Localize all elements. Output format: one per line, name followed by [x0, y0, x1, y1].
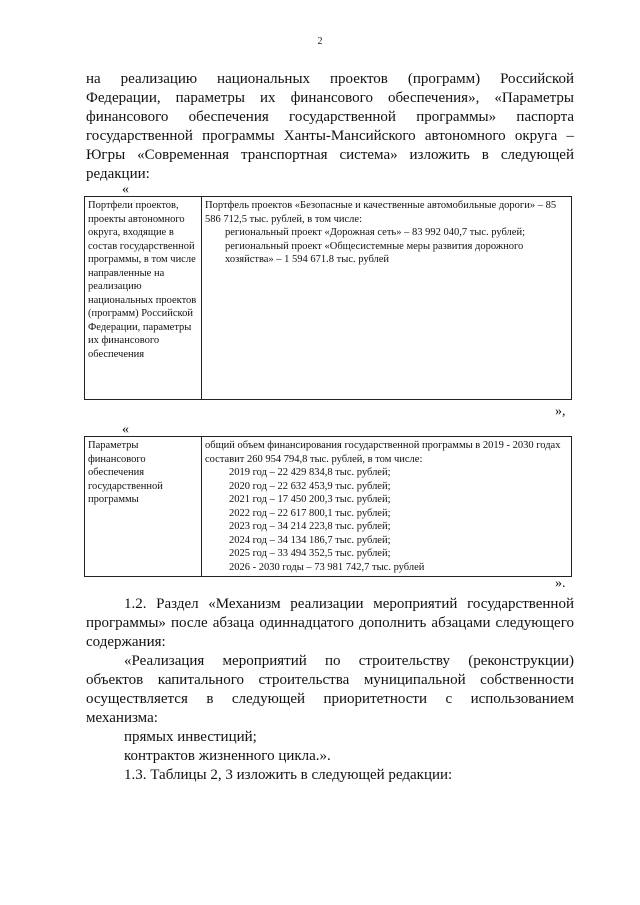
portfolio-summary: Портфель проектов «Безопасные и качественные автомобильные дороги» – 85 586 712,5 тыс. рублей, в том числе:	[205, 200, 557, 225]
financing-year-line: 2021 год – 17 450 200,3 тыс. рублей;	[229, 494, 391, 505]
section-1-2-line: содержания:	[86, 634, 166, 650]
intro-line: Федерации, параметры их финансового обеспечения», «Параметры	[86, 90, 574, 106]
portfolio-label-cell: Портфели проектов, проекты автономного округа, входящие в состав государственной программы, в том числе направленные на реализацию национальных проектов (программ) Российской Федерации, параметры их финансового обеспечения	[85, 197, 202, 400]
regional-project-road-network: региональный проект «Дорожная сеть» – 83 992 040,7 тыс. рублей;	[225, 227, 525, 238]
table-row	[85, 437, 572, 577]
financing-year-line: 2024 год – 34 134 186,7 тыс. рублей;	[229, 534, 391, 546]
table2-close-quote: ».	[555, 576, 566, 591]
quote-paragraph-line: «Реализация мероприятий по строительству (реконструкции)	[124, 653, 574, 669]
quote-paragraph	[86, 652, 574, 728]
regional-project-system-measures: региональный проект «Общесистемные меры развития дорожного хозяйства» – 1 594 671.8 тыс. рублей	[225, 240, 524, 265]
mechanism-list	[86, 728, 574, 785]
list-item: прямых инвестиций;	[124, 729, 257, 745]
section-1-2-line: 1.2. Раздел «Механизм реализации мероприятий государственной	[124, 596, 574, 612]
financing-year-line: 2019 год – 22 429 834,8 тыс. рублей;	[229, 467, 391, 478]
intro-line: финансового обеспечения государственной программы» паспорта	[86, 109, 574, 125]
section-1-3: 1.3. Таблицы 2, 3 изложить в следующей редакции:	[124, 767, 453, 783]
quote-paragraph-line: объектов капитального строительства муниципальной собственности	[86, 672, 574, 688]
financing-total: общий объем финансирования государственной программы в 2019 - 2030 годах составит 260 954 794,8 тыс. рублей, в том числе:	[205, 440, 561, 465]
intro-line: Югры «Современная транспортная система» изложить в следующей	[86, 147, 574, 163]
quote-paragraph-line: механизма:	[86, 710, 158, 726]
financing-label-cell: Параметры финансового обеспечения государственной программы	[85, 437, 202, 577]
financing-table	[84, 436, 572, 577]
portfolio-content-cell	[202, 197, 572, 400]
financing-year-line: 2022 год – 22 617 800,1 тыс. рублей;	[229, 507, 391, 519]
financing-year-line: 2026 - 2030 годы – 73 981 742,7 тыс. рублей	[229, 561, 425, 573]
table2-open-quote: «	[122, 422, 129, 437]
portfolio-table	[84, 196, 572, 400]
table1-close-quote: »,	[555, 404, 566, 419]
financing-year-line: 2025 год – 33 494 352,5 тыс. рублей;	[229, 548, 391, 559]
intro-line: государственной программы Ханты-Мансийского автономного округа –	[86, 128, 574, 144]
intro-paragraph	[86, 70, 574, 184]
page-number: 2	[317, 36, 323, 47]
intro-line: на реализацию национальных проектов (программ) Российской	[86, 71, 574, 87]
financing-year-line: 2020 год – 22 632 453,9 тыс. рублей;	[229, 480, 391, 492]
section-1-2	[86, 595, 574, 652]
table-row	[85, 197, 572, 400]
quote-paragraph-line: осуществляется в следующей приоритетности с использованием	[86, 691, 574, 707]
list-item: контрактов жизненного цикла.».	[124, 748, 331, 764]
section-1-2-line: программы» после абзаца одиннадцатого дополнить абзацами следующего	[86, 615, 574, 631]
financing-content-cell	[202, 437, 572, 577]
table1-open-quote: «	[122, 182, 129, 197]
financing-year-line: 2023 год – 34 214 223,8 тыс. рублей;	[229, 521, 391, 532]
intro-line: редакции:	[86, 166, 150, 182]
